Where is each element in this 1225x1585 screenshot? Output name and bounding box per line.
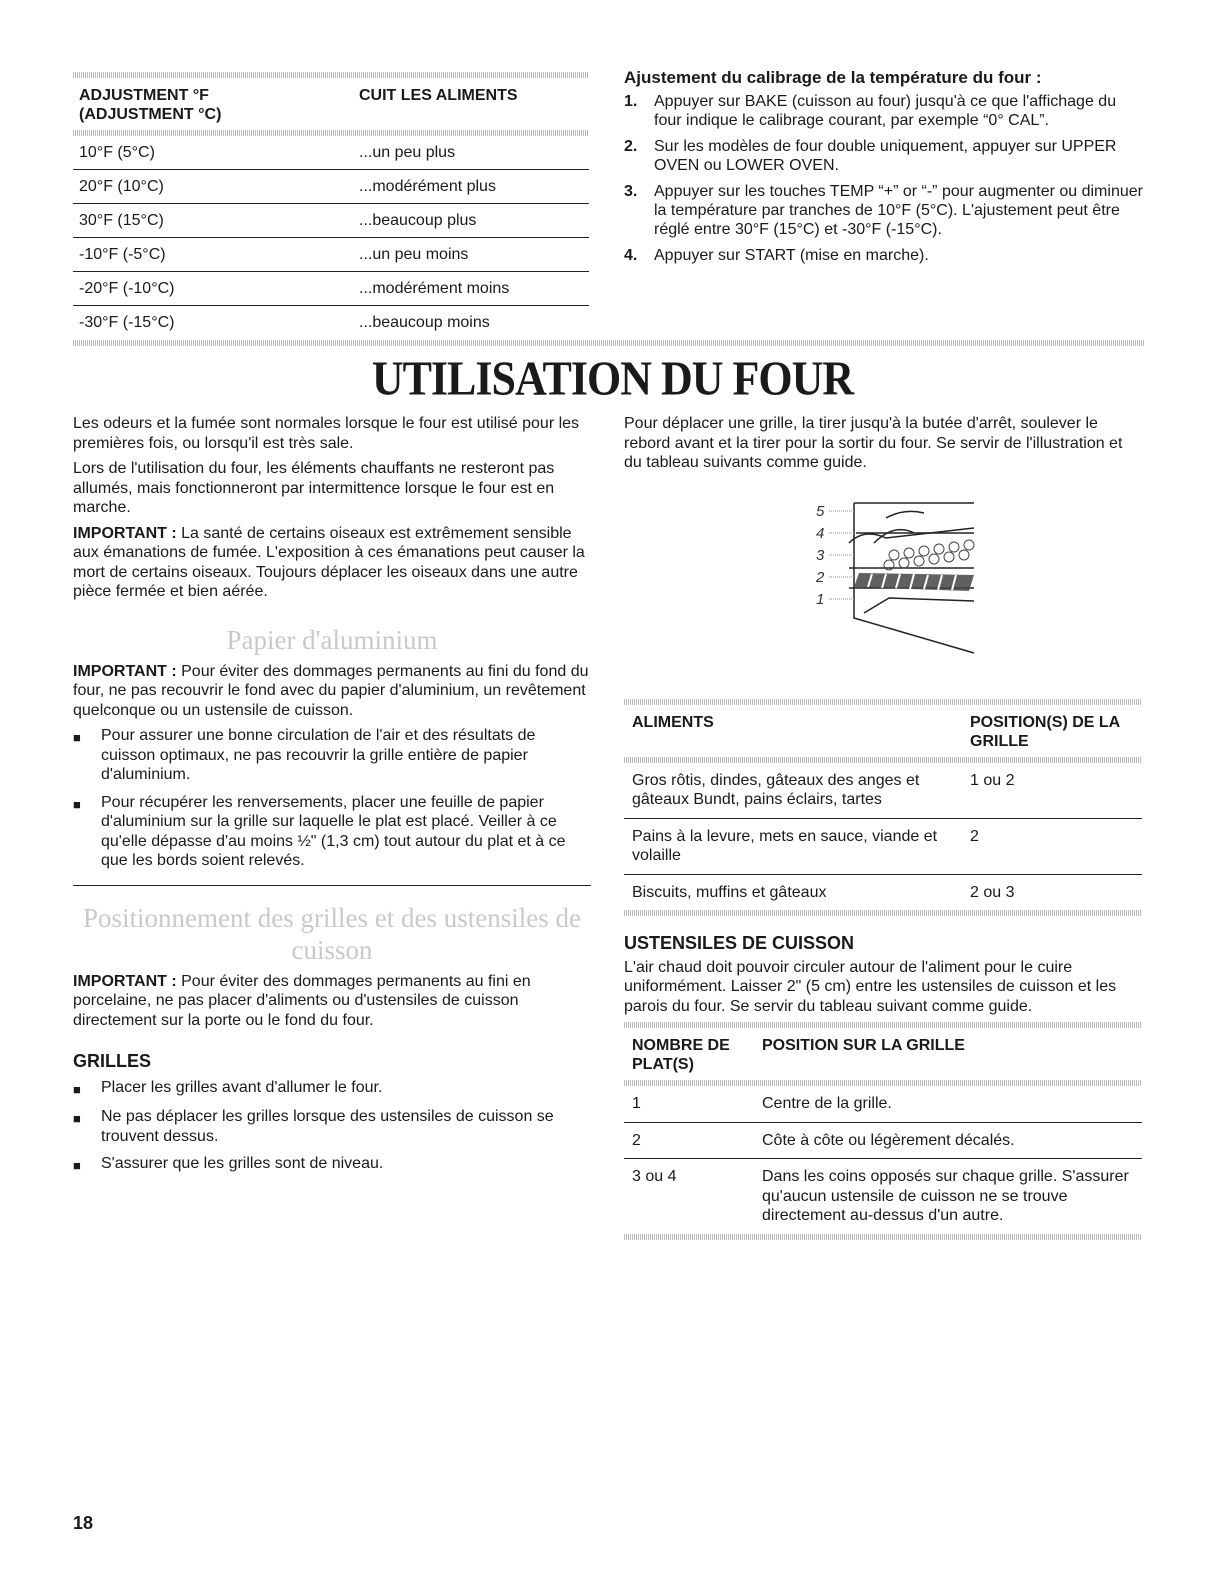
cell: ...beaucoup plus [359, 211, 477, 229]
bullet-icon: ■ [73, 730, 81, 745]
table-row [624, 1158, 1142, 1234]
header-cuit: CUIT LES ALIMENTS [359, 87, 518, 104]
list-item [624, 182, 1144, 239]
cell: ...un peu plus [359, 143, 456, 161]
bullet-icon: ■ [73, 1081, 81, 1097]
rack-illustration [624, 483, 1144, 673]
list-item [73, 1078, 591, 1100]
table-row [73, 305, 589, 339]
adjustment-table [73, 72, 589, 339]
cell: -30°F (-15°C) [79, 313, 175, 331]
cell: 2 [632, 1131, 641, 1149]
foil-paragraph [73, 662, 591, 721]
table-row [624, 1086, 1142, 1122]
cell: Dans les coins opposés sur chaque grille. S'assurer qu'aucun ustensile de cuisson ne se trouve directement au-dessus d'un autre. [762, 1168, 1129, 1224]
table-row [73, 169, 589, 203]
table-header [624, 705, 1142, 757]
table-row [624, 1122, 1142, 1159]
rack-label: 1 [816, 590, 825, 608]
cell: 10°F (5°C) [79, 143, 155, 161]
table-header [624, 1028, 1142, 1080]
bullet-text: S'assurer que les grilles sont de niveau. [101, 1155, 384, 1172]
table-row [73, 136, 589, 169]
step-number: 2. [624, 138, 638, 155]
table-row [624, 874, 1142, 911]
positioning-text: Pour éviter des dommages permanents au fini en porcelaine, ne pas placer d'aliments ou d'ustensiles de cuisson directement sur la porte ou le fond du four. [73, 972, 531, 1029]
table-row [624, 818, 1142, 874]
step-number: 1. [624, 93, 638, 110]
cell: 30°F (15°C) [79, 211, 164, 229]
cell: 1 [632, 1095, 641, 1112]
rack-label: 4 [816, 524, 825, 542]
calibration-steps [624, 92, 1144, 265]
bullet-text: Pour récupérer les renversements, placer une feuille de papier d'aluminium sur la grille sur laquelle le plat est placé. Veiller à ce qu'elle dépasse d'au moins ½" (1,3 cm) tout autour du plat et à ce que les bords soient relevés. [101, 793, 566, 869]
pan-table [624, 1022, 1142, 1240]
elements-paragraph: Lors de l'utilisation du four, les éléments chauffants ne resteront pas allumés, mais fonctionneront par intermittence lorsque le four est en marche. [73, 460, 555, 516]
cell: Côte à côte ou légèrement décalés. [762, 1131, 1015, 1149]
cell: ...beaucoup moins [359, 313, 490, 331]
step-text: Appuyer sur BAKE (cuisson au four) jusqu'à ce que l'affichage du four indique le calibrage courant, par exemple “0° CAL”. [654, 93, 1117, 129]
calibration-heading: Ajustement du calibrage de la température du four : [624, 68, 1042, 87]
bullet-icon: ■ [73, 1158, 81, 1173]
cell: -20°F (-10°C) [79, 279, 175, 297]
list-item [73, 726, 591, 785]
rack-label: 3 [816, 546, 825, 564]
important-label: IMPORTANT : [73, 524, 177, 542]
intro-paragraph: Les odeurs et la fumée sont normales lorsque le four est utilisé pour les premières fois, ou lorsqu'il est très sale. [73, 415, 580, 452]
right-column [624, 414, 1144, 1240]
cell: -10°F (-5°C) [79, 245, 166, 263]
list-item [624, 92, 1144, 130]
foil-text: Pour éviter des dommages permanents au fini du fond du four, ne pas recouvrir le fond avec du papier d'aluminium, un revêtement quelconque ou un ustensile de cuisson. [73, 662, 589, 719]
step-text: Appuyer sur les touches TEMP “+” or “-” pour augmenter ou diminuer la température par tranches de 10°F (5°C). L'ajustement peut être réglé entre 30°F (15°C) et -30°F (-15°C). [654, 183, 1143, 238]
cell: ...un peu moins [359, 245, 469, 263]
step-text: Appuyer sur START (mise en marche). [654, 247, 929, 264]
page-title: UTILISATION DU FOUR [371, 351, 854, 406]
cell: Gros rôtis, dindes, gâteaux des anges et gâteaux Bundt, pains éclairs, tartes [632, 771, 920, 808]
birds-warning [73, 524, 591, 602]
calibration-section [624, 68, 1144, 272]
cell: Biscuits, muffins et gâteaux [632, 883, 827, 901]
cell: 2 [970, 827, 979, 845]
left-column [73, 414, 591, 1184]
bullet-text: Placer les grilles avant d'allumer le four. [101, 1078, 383, 1096]
important-label: IMPORTANT : [73, 972, 177, 990]
header-adjustment: ADJUSTMENT °F (ADJUSTMENT °C) [79, 87, 222, 123]
cell: ...modérément plus [359, 177, 496, 195]
bullet-icon: ■ [73, 1111, 81, 1126]
important-label: IMPORTANT : [73, 662, 177, 680]
ustensiles-paragraph: L'air chaud doit pouvoir circuler autour de l'aliment pour le cuire uniformément. Laisser 2" (5 cm) entre les ustensiles de cuisson et les parois du four. Se servir du tableau suivant comme guide. [624, 958, 1117, 1015]
header-aliments: ALIMENTS [632, 713, 714, 731]
table-header [73, 78, 589, 130]
step-number: 4. [624, 247, 638, 264]
table-row [73, 203, 589, 237]
foil-heading: Papier d'aluminium [226, 624, 438, 655]
list-item [624, 137, 1144, 175]
header-position: POSITION SUR LA GRILLE [762, 1037, 965, 1054]
step-number: 3. [624, 183, 638, 200]
rack-label: 2 [816, 568, 825, 586]
step-text: Sur les modèles de four double uniquement, appuyer sur UPPER OVEN ou LOWER OVEN. [654, 138, 1117, 174]
cell: 20°F (10°C) [79, 177, 164, 195]
table-row [624, 763, 1142, 818]
header-nombre: NOMBRE DE PLAT(S) [632, 1037, 730, 1073]
list-item [624, 246, 1144, 265]
section-rule [73, 885, 591, 886]
table-row [73, 237, 589, 271]
list-item [73, 1107, 591, 1146]
bullet-text: Ne pas déplacer les grilles lorsque des ustensiles de cuisson se trouvent dessus. [101, 1108, 554, 1145]
table-bottom-rule [624, 1234, 1142, 1240]
list-item [73, 793, 591, 871]
cell: Centre de la grille. [762, 1095, 892, 1112]
cell: Pains à la levure, mets en sauce, viande et volaille [632, 827, 938, 864]
section-divider [73, 340, 1144, 346]
cell: 1 ou 2 [970, 771, 1015, 789]
rack-label: 5 [816, 502, 825, 520]
oven-rack-diagram [624, 483, 1144, 673]
table-bottom-rule [624, 910, 1142, 916]
table-row [73, 271, 589, 305]
cell: 2 ou 3 [970, 883, 1015, 901]
rack-paragraph: Pour déplacer une grille, la tirer jusqu'à la butée d'arrêt, soulever le rebord avant et la tirer pour la sortir du four. Se servir de l'illustration et du tableau suivants comme guide. [624, 415, 1123, 471]
bullet-icon: ■ [73, 796, 81, 812]
ustensiles-heading: USTENSILES DE CUISSON [624, 933, 855, 953]
bullet-text: Pour assurer une bonne circulation de l'air et des résultats de cuisson optimaux, ne pas recouvrir la grille entière de papier d'aluminium. [101, 727, 536, 783]
cell: 3 ou 4 [632, 1168, 677, 1185]
list-item [73, 1154, 591, 1176]
food-table [624, 699, 1142, 917]
positioning-heading: Positionnement des grilles et des ustensiles de cuisson [83, 902, 581, 965]
grilles-heading: GRILLES [73, 1051, 152, 1071]
cell: ...modérément moins [359, 279, 510, 297]
page-number: 18 [73, 1513, 94, 1533]
warning-text: La santé de certains oiseaux est extrêmement sensible aux émanations de fumée. L'exposition à ces émanations peut causer la mort de certains oiseaux. Toujours déplacer les oiseaux dans une autre pièce fermée et bien aérée. [73, 524, 585, 600]
header-position: POSITION(S) DE LA GRILLE [970, 713, 1120, 750]
positioning-paragraph [73, 972, 591, 1031]
